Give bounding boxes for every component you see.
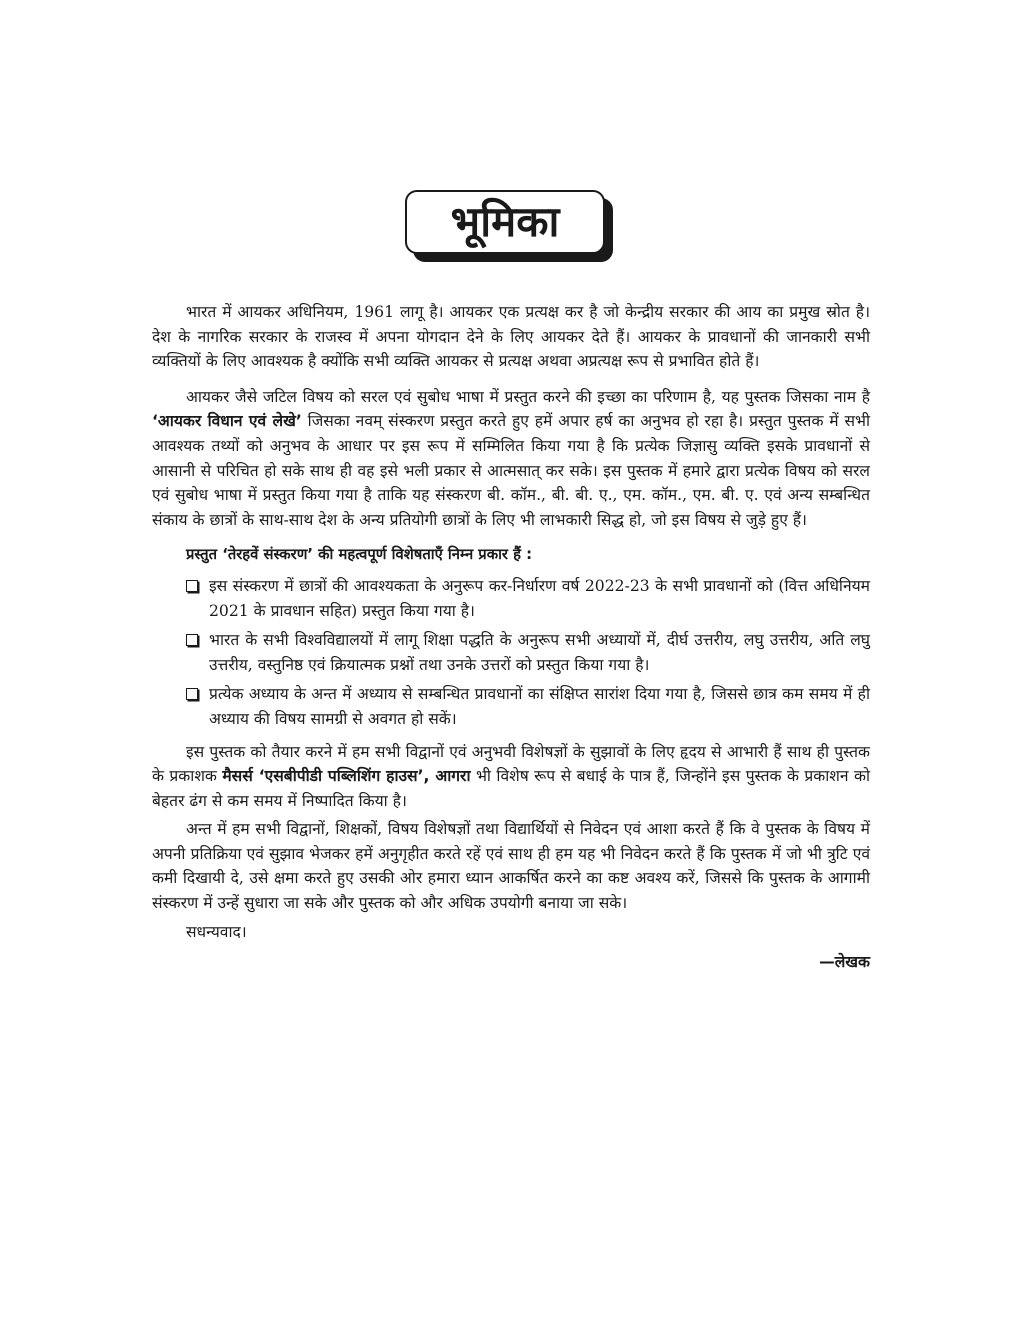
checkbox-bullet-icon	[186, 634, 198, 646]
paragraph-request: अन्त में हम सभी विद्वानों, शिक्षकों, विषय विशेषज्ञों तथा विद्यार्थियों से निवेदन एवं आशा करते हैं कि वे पुस्तक के विषय में अपनी प्रतिक्रिया एवं सुझाव भेजकर हमें अनुगृहीत करते रहें एवं साथ ही हम यह भी निवेदन करते हैं कि पुस्तक में जो भी त्रुटि एवं कमी दिखायी दे, उसे क्षमा करते हुए उसकी ओर हमारा ध्यान आकर्षित करने का कष्ट अवश्य करें, जिससे कि पुस्तक के आगामी संस्करण में उन्हें सुधारा जा सके और पुस्तक को और अधिक उपयोगी बनाया जा सके।	[152, 820, 870, 913]
paragraph-book-text-end: जिसका नवम् संस्करण प्रस्तुत करते हुए हमें अपार हर्ष का अनुभव हो रहा है। प्रस्तुत पुस्तक में सभी आवश्यक तथ्यों को अनुभव के आधार पर इस रूप में सम्मिलित किया गया है कि प्रत्येक जिज्ञासु व्यक्ति इसके प्रावधानों से आसानी से परिचित हो सके साथ ही वह इसे भली प्रकार से आत्मसात् कर सके। इस पुस्तक में हमारे द्वारा प्रत्येक विषय को सरल एवं सुबोध भाषा में प्रस्तुत किया गया है ताकि यह संस्करण बी. कॉम., बी. बी. ए., एम. कॉम., एम. बी. ए. एवं अन्य सम्बन्धित संकाय के छात्रों के साथ-साथ देश के अन्य प्रतियोगी छात्रों के लिए भी लाभकारी सिद्ध हो, जो इस विषय से जुड़े हुए हैं।	[152, 412, 871, 529]
feature-text: प्रत्येक अध्याय के अन्त में अध्याय से सम्बन्धित प्रावधानों का संक्षिप्त सारांश दिया गया है, जिससे छात्र कम समय में ही अध्याय की विषय सामग्री से अवगत हो सकें।	[209, 685, 870, 728]
body-text	[152, 300, 870, 975]
paragraph-book-text-start: आयकर जैसे जटिल विषय को सरल एवं सुबोध भाषा में प्रस्तुत करने की इच्छा का परिणाम है, यह पुस्तक जिसका नाम है	[186, 387, 870, 406]
checkbox-bullet-icon	[186, 580, 198, 592]
list-item	[152, 628, 870, 677]
signoff: सधन्यवाद।	[186, 922, 247, 941]
title-box	[405, 190, 605, 254]
paragraph-book	[152, 385, 870, 533]
feature-text: इस संस्करण में छात्रों की आवश्यकता के अनुरूप कर-निर्धारण वर्ष 2022-23 के सभी प्रावधानों को (वित्त अधिनियम 2021 के प्रावधान सहित) प्रस्तुत किया गया है।	[209, 576, 870, 620]
title-frame	[405, 190, 613, 262]
paragraph-publisher-text-end: भी विशेष रूप से बधाई के पात्र हैं, जिन्होंने इस पुस्तक के प्रकाशन को बेहतर ढंग से कम समय में निष्पादित किया है।	[152, 767, 870, 810]
paragraph-publisher	[152, 740, 870, 814]
paragraph-intro: भारत में आयकर अधिनियम, 1961 लागू है। आयकर एक प्रत्यक्ष कर है जो केन्द्रीय सरकार की आय का प्रमुख स्रोत है। देश के नागरिक सरकार के राजस्व में अपना योगदान देने के लिए आयकर देते हैं। आयकर के प्रावधानों की जानकारी सभी व्यक्तियों के लिए आवश्यक है क्योंकि सभी व्यक्ति आयकर से प्रत्यक्ष अथवा अप्रत्यक्ष रूप से प्रभावित होते हैं।	[152, 303, 870, 371]
features-list	[152, 574, 870, 732]
paragraph-publisher-text-start: इस पुस्तक को तैयार करने में हम सभी विद्वानों एवं अनुभवी विशेषज्ञों के सुझावों के लिए हृदय से आभारी हैं साथ ही पुस्तक के प्रकाशक	[152, 742, 870, 786]
publisher-name: मैसर्स ‘एसबीपीडी पब्लिशिंग हाउस’, आगरा	[222, 767, 471, 786]
book-title: ‘आयकर विधान एवं लेखे’	[152, 412, 302, 431]
feature-text: भारत के सभी विश्वविद्यालयों में लागू शिक्षा पद्धति के अनुरूप सभी अध्यायों में, दीर्घ उत्तरीय, लघु उत्तरीय, अति लघु उत्तरीय, वस्तुनिष्ठ एवं क्रियात्मक प्रश्नों तथा उनके उत्तरों को प्रस्तुत किया गया है।	[209, 631, 870, 674]
list-item	[152, 682, 870, 731]
author-signature: —लेखक	[819, 953, 870, 972]
list-item	[152, 574, 870, 623]
features-heading: प्रस्तुत ‘तेरहवें संस्करण’ की महत्वपूर्ण विशेषताएँ निम्न प्रकार हैं :	[186, 546, 533, 564]
page-title: भूमिका	[450, 197, 560, 246]
checkbox-bullet-icon	[186, 688, 198, 700]
